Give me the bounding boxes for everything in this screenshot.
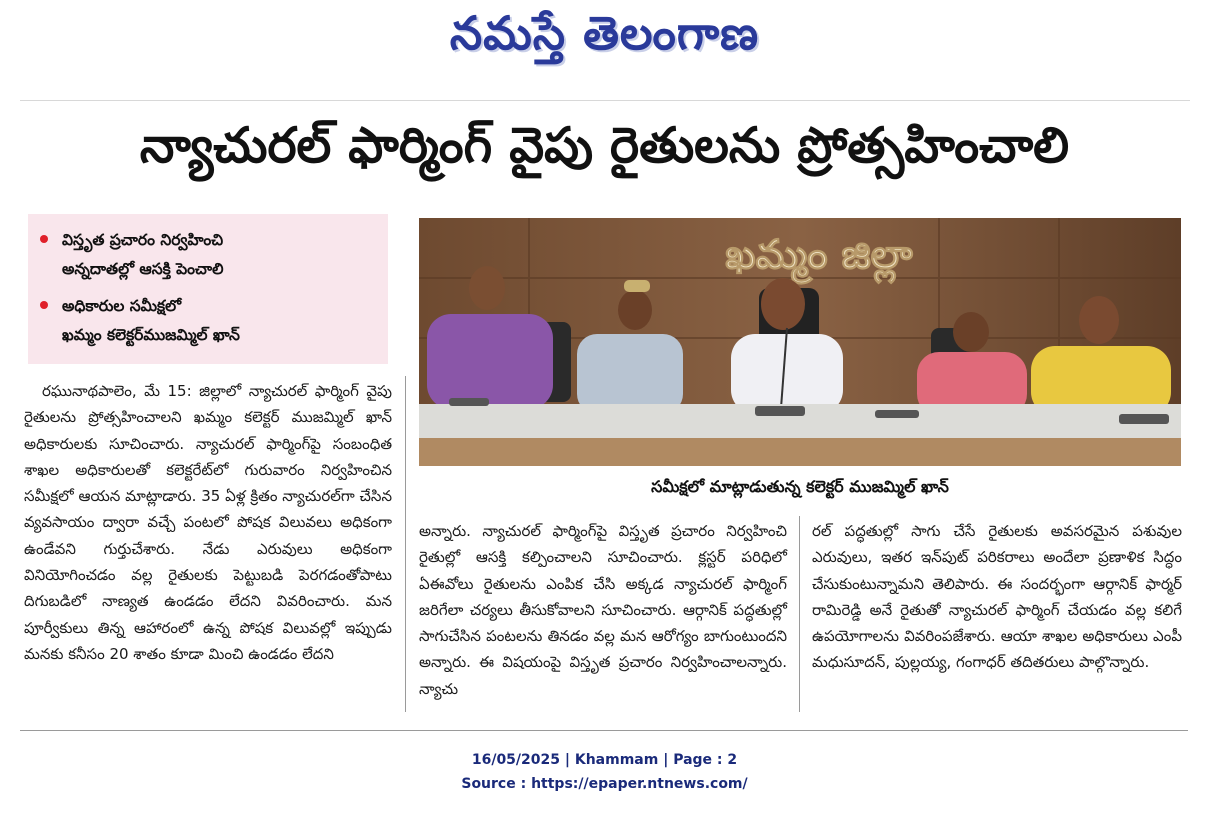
meeting-photo-illustration <box>419 218 1181 466</box>
meeting-photo <box>419 218 1181 466</box>
table-front <box>419 438 1181 466</box>
highlight-line: ఖమ్మం కలెక్టర్‌ముజమ్మిల్ ఖాన్ <box>62 326 240 344</box>
bullet-icon <box>40 235 48 243</box>
masthead-divider <box>20 100 1190 101</box>
footer-source: Source : https://epaper.ntnews.com/ <box>461 776 748 792</box>
footer-date-page: 16/05/2025 | Khammam | Page : 2 <box>471 752 738 768</box>
masthead-logo: నమస్తే తెలంగాణ <box>449 6 760 60</box>
article-column-2: అన్నారు. న్యాచురల్ ఫార్మింగ్‌పై విస్తృత ప్రచారం నిర్వహించి రైతుల్లో ఆసక్తి కల్పించాలని సూచించారు. క్లస్టర్ పరిధిలో ఏఈవోలు రైతులను ఎంపిక చేసి అక్కడ న్యాచురల్ ఫార్మింగ్ జరిగేలా చర్యలు తీసుకోవాలని సూచించారు. ఆర్గానిక్ పద్ధతుల్లో సాగుచేసిన పంటలను తినడం వల్ల మన ఆరోగ్యం బాగుంటుందని అన్నారు. ఈ విషయంపై విస్తృత ప్రచారం నిర్వహించాలన్నారు. న్యాచు <box>419 522 787 698</box>
article-column-1: రఘునాథపాలెం, మే 15: జిల్లాలో న్యాచురల్ ఫార్మింగ్ వైపు రైతులను ప్రోత్సహించాలని ఖమ్మం కలెక్టర్ ముజమ్మిల్ ఖాన్ అధికారులకు సూచించారు. న్యాచురల్ ఫార్మింగ్‌పై సంబంధిత శాఖల అధికారులతో కలెక్టరేట్‌లో గురువారం నిర్వహించిన సమీక్షలో ఆయన మాట్లాడారు. 35 ఏళ్ల క్రితం న్యాచురల్‌గా చేసిన వ్యవసాయం ద్వారా వచ్చే పంటలో పోషక విలువలు అధికంగా ఉండేవని గుర్తుచేశారు. నేడు ఎరువులు అధికంగా వినియోగించడం వల్ల రైతులకు పెట్టుబడి పెరగడంతోపాటు దిగుబడిలో నాణ్యత ఉండడం లేదని వివరించారు. మన పూర్వీకులు తిన్న ఆహారంలో ఉన్న పోషక విలువల్లో ఇప్పుడు మనకు కనీసం 20 శాతం కూడా మించి ఉండడం లేదని <box>24 382 392 663</box>
highlight-line: అన్నదాతల్లో ఆసక్తి పెంచాలి <box>62 260 224 278</box>
photo-caption: సమీక్షలో మాట్లాడుతున్న కలెక్టర్ ముజమ్మిల్ ఖాన్ <box>651 477 949 496</box>
nameplate-sign: ఖమ్మం జిల్లా <box>725 232 913 278</box>
article-column-3: రల్ పద్ధతుల్లో సాగు చేసే రైతులకు అవసరమైన పశువుల ఎరువులు, ఇతర ఇన్‌పుట్ పరికరాలు అందేలా ప్రణాళిక సిద్ధం చేసుకుంటున్నామని తెలిపారు. ఈ సందర్భంగా ఆర్గానిక్ ఫార్మర్ రామిరెడ్డి అనే రైతుతో న్యాచురల్ ఫార్మింగ్ చేయడం వల్ల కలిగే ఉపయోగాలను వివరింపజేశారు. ఆయా శాఖల అధికారులు ఎంపీ మధుసూదన్, పుల్లయ్య, గంగాధర్ తదితరులు పాల్గొన్నారు. <box>812 522 1182 672</box>
bullet-icon <box>40 301 48 309</box>
highlight-line: విస్తృత ప్రచారం నిర్వహించి <box>62 231 224 249</box>
article-headline: న్యాచురల్ ఫార్మింగ్ వైపు రైతులను ప్రోత్సహించాలి <box>139 117 1070 174</box>
highlight-item <box>40 292 378 350</box>
column-divider <box>799 516 800 712</box>
highlight-item <box>40 226 378 284</box>
bottom-rule <box>20 730 1188 731</box>
highlight-line: అధికారుల సమీక్షలో <box>62 297 182 315</box>
column-divider <box>405 376 406 712</box>
highlights-box <box>28 214 388 364</box>
